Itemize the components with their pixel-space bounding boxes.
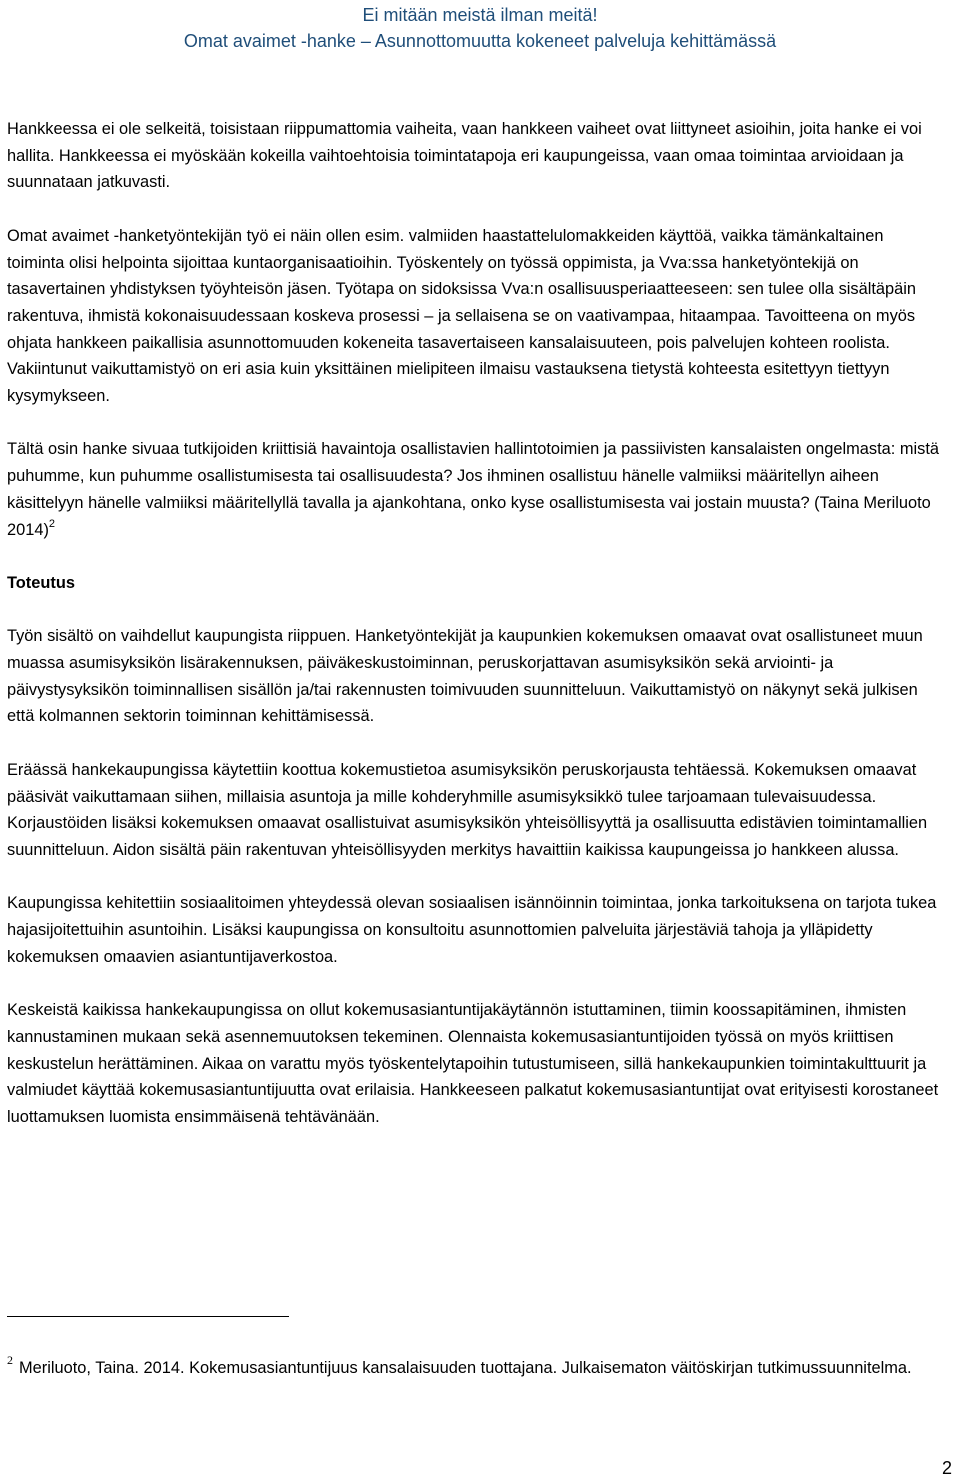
paragraph: Hankkeessa ei ole selkeitä, toisistaan riippumattomia vaiheita, vaan hankkeen vaiheet ovat liittyneet asioihin, joita hanke ei voi hallita. Hankkeessa ei myöskään kokeilla vaihtoehtoisia toimintatapoja eri kaupungeissa, vaan omaa toimintaa arvioidaan ja suunnataan jatkuvasti. [7, 120, 922, 192]
header-title: Ei mitään meistä ilman meitä! [362, 5, 598, 25]
footnote-text: Meriluoto, Taina. 2014. Kokemusasiantuntijuus kansalaisuuden tuottajana. Julkaisematon väitöskirjan tutkimussuunnitelma. [19, 1359, 912, 1377]
page-number: 2 [941, 1458, 952, 1478]
page-header [0, 2, 960, 54]
footnote-reference[interactable]: 2 [48, 517, 56, 530]
paragraph-text: Tältä osin hanke sivuaa tutkijoiden kriittisiä havaintoja osallistavien hallintotoimien ja passiivisten kansalaisten ongelmasta: mistä puhumme, kun puhumme osallistumisesta tai osallisuudesta? Jos ihminen osallistuu hänelle valmiiksi määritellyn aiheen käsittelyyn hänelle valmiiksi määritellyllä tavalla ja ajankohtana, onko kyse osallistumisesta vai jostain muusta? (Taina Meriluoto 2014) [7, 440, 940, 539]
paragraph: Kaupungissa kehitettiin sosiaalitoimen yhteydessä olevan sosiaalisen isännöinnin toimintaa, jonka tarkoituksena on tarjota tukea hajasijoitettuihin asuntoihin. Lisäksi kaupungissa on konsultoitu asunnottomien palveluita järjestäviä tahoja ja ylläpidetty kokemuksen omaavien asiantuntijaverkostoa. [7, 894, 937, 966]
header-subtitle: Omat avaimet -hanke – Asunnottomuutta kokeneet palveluja kehittämässä [183, 31, 777, 51]
paragraph: Eräässä hankekaupungissa käytettiin koottua kokemustietoa asumisyksikön peruskorjausta tehtäessä. Kokemuksen omaavat pääsivät vaikuttamaan siihen, millaisia asuntoja ja mille kohderyhmille asumisyksikkö tulee tarjoamaan tulevaisuudessa. Korjaustöiden lisäksi kokemuksen omaavat osallistuivat asumisyksikön yhteisöllisyyttä ja osallisuutta edistävien toimintamallien suunnitteluun. Aidon sisältä päin rakentuvan yhteisöllisyyden merkitys havaittiin kaikissa kaupungeissa jo hankkeen alussa. [7, 760, 928, 859]
section-heading: Toteutus [7, 573, 75, 592]
paragraph-with-footnote [7, 436, 945, 543]
footnote-mark: 2 [7, 1353, 13, 1367]
footnote [7, 1355, 945, 1381]
paragraph: Keskeistä kaikissa hankekaupungissa on ollut kokemusasiantuntijakäytännön istuttaminen, tiimin koossapitäminen, ihmisten kannustaminen mukaan sekä asennemuutoksen tekeminen. Olennaista kokemusasiantuntijoiden työssä on myös kriittisen keskustelun herättäminen. Aikaa on varattu myös työskentelytapoihin tutustumiseen, sillä hankekaupunkien toimintakulttuurit ja valmiudet käyttää kokemusasiantuntijuutta ovat erilaisia. Hankkeeseen palkatut kokemusasiantuntijat ovat erityisesti korostaneet luottamuksen luomista ensimmäisenä tehtävänään. [7, 1001, 939, 1126]
document-body [7, 116, 945, 1157]
footnote-separator [7, 1316, 289, 1317]
paragraph: Omat avaimet -hanketyöntekijän työ ei näin ollen esim. valmiiden haastattelulomakkeiden käyttöä, vaikka tämänkaltainen toiminta olisi helpointa sijoittaa kuntaorganisaatioihin. Työskentely on työssä oppimista, ja Vva:ssa hanketyöntekijä on tasavertainen yhdistyksen työyhteisön jäsen. Työtapa on sidoksissa Vva:n osallisuusperiaatteeseen: sen tulee olla sisältäpäin rakentuva, ihmistä kokonaisuudessaan koskeva prosessi – ja sellaisena se on vaativampaa, hitaampaa. Tavoitteena on myös ohjata hankkeen paikallisia asunnottomuuden kokeneita tasavertaiseen kansalaisuuteen, pois palvelujen kohteen roolista. Vakiintunut vaikuttamistyö on eri asia kuin yksittäinen mielipiteen ilmaisu vastauksena tietystä kohteesta esitettyyn tiettyyn kysymykseen. [7, 226, 917, 406]
paragraph: Työn sisältö on vaihdellut kaupungista riippuen. Hanketyöntekijät ja kaupunkien kokemuksen omaavat ovat osallistuneet muun muassa asumisyksikön lisärakennuksen, päiväkeskustoiminnan, peruskorjattavan asumisyksikön sekä arviointi- ja päivystysyksikön toiminnallisen sisällön ja/tai rakennusten toimivuuden suunnitteluun. Vaikuttamistyö on näkynyt sekä julkisen että kolmannen sektorin toiminnan kehittämisessä. [7, 627, 923, 726]
